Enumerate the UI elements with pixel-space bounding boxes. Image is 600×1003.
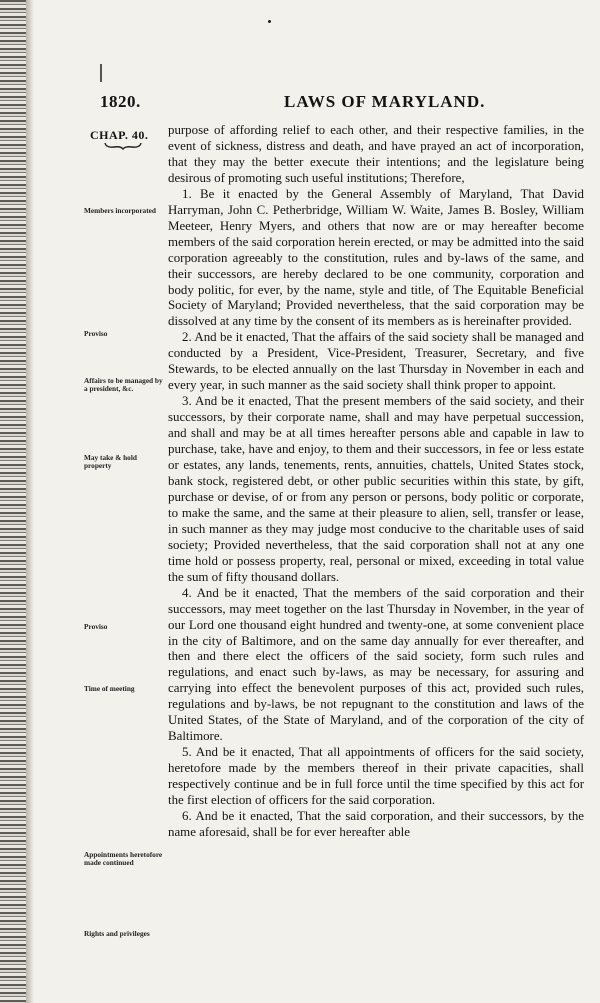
paragraph-section-5: 5. And be it enacted, That all appointments of officers for the said society, heretofore made by the members thereof in their private capacities, shall respectively continue and be in full force until the time specified by this act for the first election of officers for the said corporation. bbox=[168, 745, 584, 808]
page-year: 1820. bbox=[100, 92, 141, 111]
page-title: LAWS OF MARYLAND. bbox=[284, 92, 486, 111]
paragraph-section-3: 3. And be it enacted, That the present members of the said society, and their successors, by their corporate name, shall and may have perpetual succession, and shall and may be at all times hereafter persons able and capable in law to purchase, take, have and enjoy, to them and their successors, in fee or less estate or estates, any lands, tenements, rents, annuities, chattels, United States stock, bank stock, registered debt, or other public securities within this state, by gift, purchase or devise, of or from any person or persons, body politic or corporate, to make the same, and the same at their pleasure to alien, sell, transfer or lease, in such manner as they may judge most conducive to the charitable uses of said society; Provided nevertheless, that the said corporation shall not at any one time hold or possess property, real, personal or mixed, exceeding in total value the sum of fifty thousand dollars. bbox=[168, 394, 584, 584]
page-binding-edge bbox=[0, 0, 26, 1003]
scan-mark bbox=[100, 64, 102, 82]
margin-note-appointments: Appointments heretofore made continued bbox=[84, 850, 163, 868]
statute-text bbox=[168, 123, 584, 841]
margin-note-rights: Rights and privileges bbox=[84, 929, 150, 938]
scan-speck bbox=[268, 20, 271, 23]
brace-ornament bbox=[104, 142, 142, 150]
paragraph-section-4: 4. And be it enacted, That the members of the said corporation and their successors, may meet together on the last Thursday in November, in the year of our Lord one thousand eight hundred and twenty-one, at some convenient place in the city of Baltimore, and on the same day annually for ever thereafter, and then and there elect the officers of the said society, form such rules and regulations, and enact such by-laws, as may be necessary, for assuring and carrying into effect the benevolent purposes of this act, provided such rules, regulations and by-laws, be not repugnant to the constitution and laws of the United States, of the State of Maryland, and of the corporation of the city of Baltimore. bbox=[168, 585, 584, 744]
paragraph-section-6: 6. And be it enacted, That the said corporation, and their successors, by the name aforesaid, shall be for ever hereafter able bbox=[168, 808, 584, 839]
margin-note-proviso-2: Proviso bbox=[84, 622, 108, 631]
chapter-label: CHAP. 40. bbox=[90, 128, 149, 142]
margin-note-members-incorporated: Members incorporated bbox=[84, 206, 156, 215]
margin-note-property: May take & hold property bbox=[84, 453, 137, 471]
paragraph-section-1: 1. Be it enacted by the General Assembly of Maryland, That David Harryman, John C. Petherbridge, William W. Waite, James B. Bosley, William Meeteer, Henry Myers, and others that now are or may hereafter become members of the said corporation herein erected, or may be admitted into the said corporation agreeably to the constitution, rules and by-laws of the same, and their successors, are hereby declared to be one community, corporation and body politic, for ever, by the name, style and title, of The Equitable Beneficial Society of Maryland; Provided nevertheless, that the said corporation may be dissolved at any time by the consent of its members as is hereinafter provided. bbox=[168, 186, 584, 329]
margin-note-affairs-managed: Affairs to be managed by a president, &c. bbox=[84, 376, 163, 394]
margin-note-proviso: Proviso bbox=[84, 329, 108, 338]
paragraph-preamble: purpose of affording relief to each other, and their respective families, in the event of sickness, distress and death, and have prayed an act of incorporation, that they may the better execute their intentions; and the legislature being desirous of promoting such useful institutions; Therefore, bbox=[168, 123, 584, 185]
page-binding-shadow bbox=[26, 0, 34, 1003]
page-header bbox=[80, 92, 580, 116]
paragraph-section-2: 2. And be it enacted, That the affairs of the said society shall be managed and conducted by a President, Vice-President, Treasurer, Secretary, and five Stewards, to be elected annually on the last Thursday in November in each and every year, in such manner as the said society shall think proper to appoint. bbox=[168, 330, 584, 393]
margin-note-time-of-meeting: Time of meeting bbox=[84, 684, 135, 693]
